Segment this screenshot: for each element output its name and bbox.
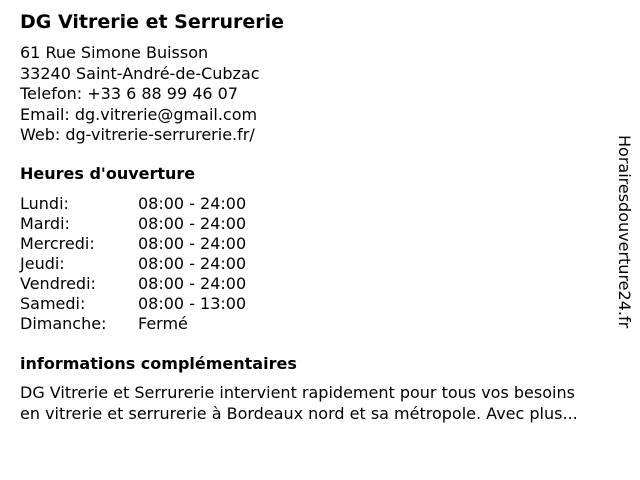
email-address[interactable]: Email: dg.vitrerie@gmail.com (20, 104, 258, 124)
contact-block (20, 43, 260, 146)
hours-row-tuesday (20, 214, 320, 234)
hours-row-sunday (20, 314, 320, 334)
day-label: Jeudi: (20, 254, 65, 273)
opening-hours-heading: Heures d'ouverture (20, 164, 196, 183)
address-city: 33240 Saint-André-de-Cubzac (20, 63, 260, 83)
hours-row-monday (20, 194, 320, 214)
business-name: DG Vitrerie et Serrurerie (20, 11, 285, 33)
day-label: Mardi: (20, 214, 70, 233)
day-label: Lundi: (20, 194, 69, 213)
hours-row-saturday (20, 294, 320, 314)
description-line: en vitrerie et serrurerie à Bordeaux nord et sa métropole. Avec plus... (20, 403, 578, 423)
address-street: 61 Rue Simone Buisson (20, 43, 209, 62)
hours-row-wednesday (20, 234, 320, 254)
phone-number[interactable]: Telefon: +33 6 88 99 46 07 (20, 84, 239, 103)
opening-hours-table (20, 194, 320, 334)
website-link[interactable]: Web: dg-vitrerie-serrurerie.fr/ (20, 125, 255, 144)
hours-row-thursday (20, 254, 320, 274)
business-description (20, 383, 630, 424)
time-value: 08:00 - 24:00 (138, 254, 247, 273)
site-watermark: Horairesdouverture24.fr (615, 135, 634, 329)
time-value: 08:00 - 13:00 (138, 294, 247, 313)
day-label: Dimanche: (20, 314, 107, 333)
time-value: 08:00 - 24:00 (138, 234, 247, 253)
time-value: Fermé (138, 314, 188, 333)
day-label: Mercredi: (20, 234, 95, 253)
time-value: 08:00 - 24:00 (138, 194, 247, 213)
description-line: DG Vitrerie et Serrurerie intervient rapidement pour tous vos besoins (20, 383, 575, 402)
hours-row-friday (20, 274, 320, 294)
additional-info-heading: informations complémentaires (20, 354, 297, 373)
time-value: 08:00 - 24:00 (138, 274, 247, 293)
day-label: Vendredi: (20, 274, 96, 293)
day-label: Samedi: (20, 294, 86, 313)
time-value: 08:00 - 24:00 (138, 214, 247, 233)
